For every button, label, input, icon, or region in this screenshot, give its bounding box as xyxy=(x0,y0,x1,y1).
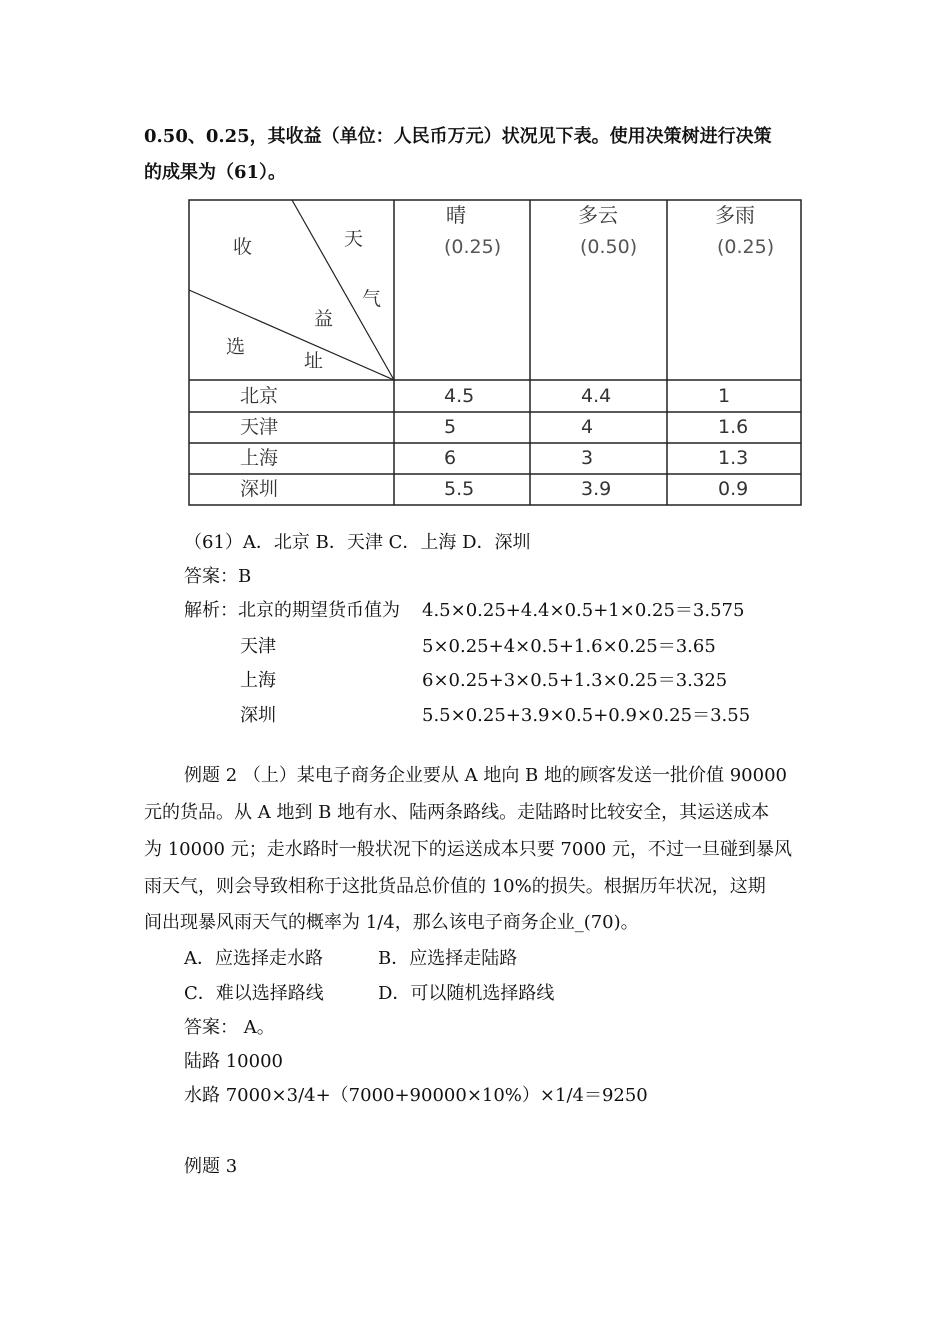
ex2-line-5: 间出现暴风雨天气的概率为 1/4，那么该电子商务企业_(70)。 xyxy=(144,912,639,933)
ex2-option-d: D．可以随机选择路线 xyxy=(378,983,555,1004)
ex3-title: 例题 3 xyxy=(184,1156,238,1177)
q61-analysis-label: 解析：北京的期望货币值为 xyxy=(184,600,400,621)
corner-label-yi: 益 xyxy=(314,308,334,330)
cell-shanghai-sunny: 6 xyxy=(444,447,457,469)
row-city-shenzhen: 深圳 xyxy=(240,478,279,500)
ex2-answer: 答案： A。 xyxy=(184,1017,275,1038)
weather-prob-cloudy: (0.50) xyxy=(580,236,638,258)
calc-formula-beijing: 4.5×0.25+4.4×0.5+1×0.25＝3.575 xyxy=(422,600,745,621)
weather-prob-sunny: (0.25) xyxy=(444,236,502,258)
row-city-beijing: 北京 xyxy=(240,385,279,407)
payoff-table xyxy=(188,197,804,509)
intro-line-2: 的成果为（61）。 xyxy=(144,162,287,183)
calc-formula-shenzhen: 5.5×0.25+3.9×0.5+0.9×0.25＝3.55 xyxy=(422,705,751,726)
q61-answer: 答案：B xyxy=(184,566,252,587)
calc-city-tianjin: 天津 xyxy=(240,636,276,657)
cell-shanghai-cloudy: 3 xyxy=(581,447,594,469)
weather-name-rainy: 多雨 xyxy=(715,203,755,227)
cell-beijing-sunny: 4.5 xyxy=(444,385,475,407)
corner-label-xuan: 选 xyxy=(226,336,246,358)
corner-label-tian: 天 xyxy=(344,228,364,250)
ex2-option-b: B．应选择走陆路 xyxy=(378,948,518,969)
ex2-water-cost: 水路 7000×3/4+（7000+90000×10%）×1/4＝9250 xyxy=(184,1085,648,1106)
cell-tianjin-sunny: 5 xyxy=(444,416,457,438)
cell-tianjin-rainy: 1.6 xyxy=(718,416,749,438)
weather-name-cloudy: 多云 xyxy=(578,203,618,227)
cell-shenzhen-sunny: 5.5 xyxy=(444,478,475,500)
calc-formula-shanghai: 6×0.25+3×0.5+1.3×0.25＝3.325 xyxy=(422,670,728,691)
cell-beijing-rainy: 1 xyxy=(718,385,731,407)
corner-label-shou: 收 xyxy=(233,236,253,258)
ex2-line-1: 例题 2 （上）某电子商务企业要从 A 地向 B 地的顾客发送一批价值 90000 xyxy=(184,765,787,786)
intro-line-1: 0.50、0.25，其收益（单位：人民币万元）状况见下表。使用决策树进行决策 xyxy=(144,126,772,147)
ex2-land-cost: 陆路 10000 xyxy=(184,1051,283,1072)
ex2-option-c: C．难以选择路线 xyxy=(184,983,324,1004)
weather-name-sunny: 晴 xyxy=(446,203,466,227)
calc-city-shanghai: 上海 xyxy=(240,670,276,691)
ex2-line-4: 雨天气，则会导致相称于这批货品总价值的 10%的损失。根据历年状况，这期 xyxy=(144,876,766,897)
row-city-tianjin: 天津 xyxy=(240,416,279,438)
q61-options: （61）A．北京 B．天津 C．上海 D．深圳 xyxy=(184,532,531,553)
cell-shanghai-rainy: 1.3 xyxy=(718,447,749,469)
calc-city-shenzhen: 深圳 xyxy=(240,705,276,726)
cell-beijing-cloudy: 4.4 xyxy=(581,385,612,407)
ex2-line-2: 元的货品。从 A 地到 B 地有水、陆两条路线。走陆路时比较安全，其运送成本 xyxy=(144,802,770,823)
row-city-shanghai: 上海 xyxy=(240,447,279,469)
weather-prob-rainy: (0.25) xyxy=(717,236,775,258)
ex2-option-a: A．应选择走水路 xyxy=(184,948,323,969)
cell-tianjin-cloudy: 4 xyxy=(581,416,594,438)
calc-formula-tianjin: 5×0.25+4×0.5+1.6×0.25＝3.65 xyxy=(422,636,716,657)
cell-shenzhen-rainy: 0.9 xyxy=(718,478,749,500)
corner-label-qi: 气 xyxy=(362,288,382,310)
cell-shenzhen-cloudy: 3.9 xyxy=(581,478,612,500)
ex2-line-3: 为 10000 元；走水路时一般状况下的运送成本只要 7000 元，不过一旦碰到暴风 xyxy=(144,839,792,860)
corner-label-zhi: 址 xyxy=(304,350,324,372)
